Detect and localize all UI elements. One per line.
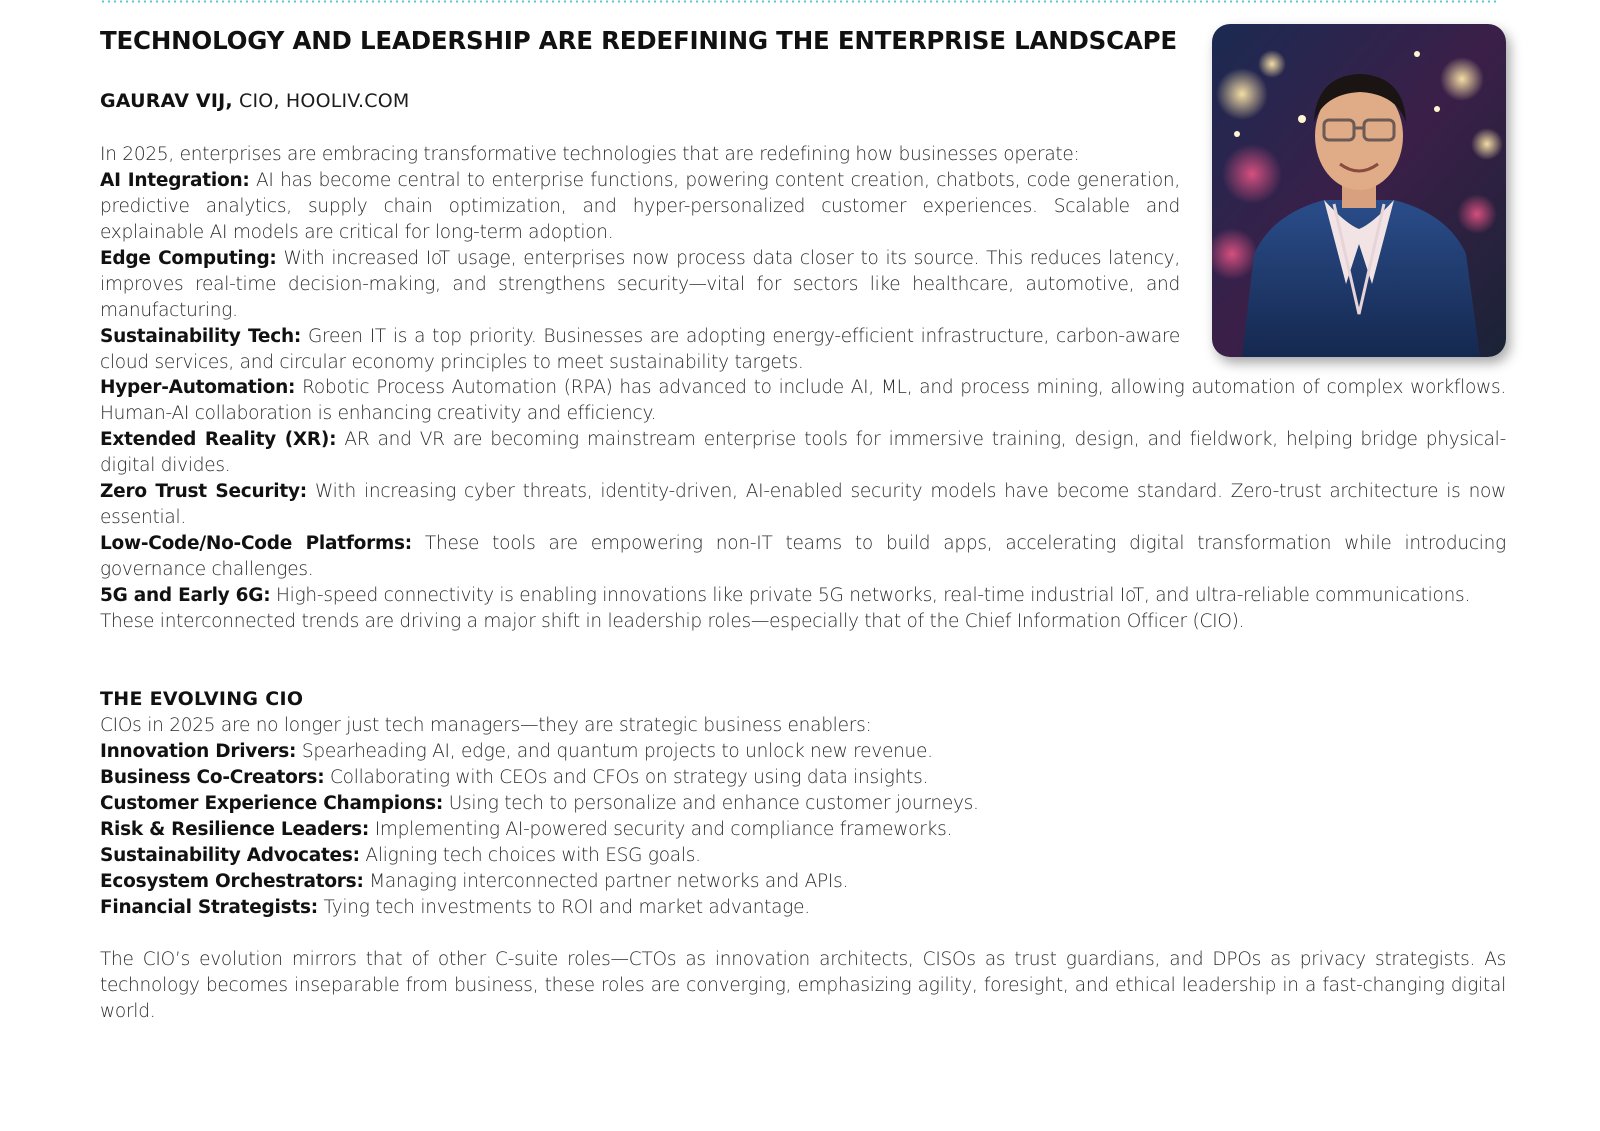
trend-label: Sustainability Tech: — [100, 326, 302, 347]
role-text: Using tech to personalize and enhance customer journeys. — [443, 793, 979, 814]
trend-label: Zero Trust Security: — [100, 481, 307, 502]
role-text: Aligning tech choices with ESG goals. — [359, 845, 701, 866]
role-label: Customer Experience Champions: — [100, 793, 444, 814]
author-role: CIO, HOOLIV.COM — [232, 90, 410, 112]
trends-continued-block — [100, 375, 1506, 635]
author-name: GAURAV VIJ, — [100, 90, 233, 112]
trend-text: With increasing cyber threats, identity-driven, AI-enabled security models have become standard. Zero-trust architecture is now essential. — [100, 481, 1506, 528]
intro-block — [100, 142, 1180, 376]
role-label: Business Co-Creators: — [100, 767, 325, 788]
trend-label: AI Integration: — [100, 170, 250, 191]
role-text: Collaborating with CEOs and CFOs on strategy using data insights. — [324, 767, 929, 788]
role-label: Ecosystem Orchestrators: — [100, 871, 364, 892]
article-headline: TECHNOLOGY AND LEADERSHIP ARE REDEFINING THE ENTERPRISE LANDSCAPE — [100, 26, 1177, 55]
closing-paragraph: The CIO’s evolution mirrors that of other C-suite roles—CTOs as innovation architects, CISOs as trust guardians, and DPOs as privacy strategists. As technology becomes inseparable from business, these roles are converging, emphasizing agility, foresight, and ethical leadership in a fast-changing digital world. — [100, 949, 1506, 1022]
role-item — [100, 817, 1506, 843]
role-item — [100, 895, 1506, 921]
author-byline — [100, 90, 410, 112]
role-item — [100, 843, 1506, 869]
trend-label: Edge Computing: — [100, 248, 277, 269]
author-portrait — [1212, 24, 1506, 357]
cio-roles-block — [100, 713, 1506, 921]
trend-text: Robotic Process Automation (RPA) has advanced to include AI, ML, and process mining, allowing automation of complex workflows. Human-AI collaboration is enhancing creativity and efficiency. — [100, 377, 1506, 424]
trend-item — [100, 246, 1180, 324]
role-text: Managing interconnected partner networks and APIs. — [363, 871, 849, 892]
intro-paragraph: In 2025, enterprises are embracing transformative technologies that are redefining how businesses operate: — [100, 144, 1080, 165]
role-label: Risk & Resilience Leaders: — [100, 819, 370, 840]
role-item — [100, 869, 1506, 895]
role-item — [100, 791, 1506, 817]
trend-item — [100, 531, 1506, 583]
trend-text: With increased IoT usage, enterprises now process data closer to its source. This reduces latency, improves real-time decision-making, and strengthens security—vital for sectors like healthcare, automotive, and manufacturing. — [100, 248, 1180, 321]
trend-label: Low-Code/No-Code Platforms: — [100, 533, 412, 554]
trend-item — [100, 168, 1180, 246]
trend-item — [100, 324, 1180, 376]
trend-text: Green IT is a top priority. Businesses are adopting energy-efficient infrastructure, carbon-aware cloud services, and circular economy principles to meet sustainability targets. — [100, 326, 1180, 373]
trends-summary: These interconnected trends are driving a major shift in leadership roles—especially that of the Chief Information Officer (CIO). — [100, 611, 1245, 632]
trend-label: Hyper-Automation: — [100, 377, 296, 398]
closing-block — [100, 947, 1506, 1025]
role-label: Sustainability Advocates: — [100, 845, 360, 866]
role-text: Spearheading AI, edge, and quantum projects to unlock new revenue. — [296, 741, 933, 762]
top-dotted-rule — [100, 0, 1500, 3]
trend-item — [100, 479, 1506, 531]
role-item — [100, 739, 1506, 765]
role-text: Implementing AI-powered security and compliance frameworks. — [369, 819, 953, 840]
trend-item — [100, 427, 1506, 479]
trend-text: These tools are empowering non-IT teams to build apps, accelerating digital transformation while introducing governance challenges. — [100, 533, 1506, 580]
role-text: Tying tech investments to ROI and market advantage. — [317, 897, 810, 918]
section-heading: THE EVOLVING CIO — [100, 688, 304, 710]
trend-label: 5G and Early 6G: — [100, 585, 271, 606]
trend-text: High-speed connectivity is enabling innovations like private 5G networks, real-time industrial IoT, and ultra-reliable communications. — [270, 585, 1471, 606]
role-item — [100, 765, 1506, 791]
role-label: Financial Strategists: — [100, 897, 318, 918]
trend-text: AR and VR are becoming mainstream enterprise tools for immersive training, design, and fieldwork, helping bridge physical-digital divides. — [100, 429, 1506, 476]
trend-text: AI has become central to enterprise functions, powering content creation, chatbots, code generation, predictive analytics, supply chain optimization, and hyper-personalized customer experiences. Scalable and explainable AI models are critical for long-term adoption. — [100, 170, 1180, 243]
role-label: Innovation Drivers: — [100, 741, 297, 762]
section-intro: CIOs in 2025 are no longer just tech managers—they are strategic business enablers: — [100, 715, 872, 736]
trend-item — [100, 375, 1506, 427]
trend-label: Extended Reality (XR): — [100, 429, 337, 450]
trend-item — [100, 583, 1506, 609]
